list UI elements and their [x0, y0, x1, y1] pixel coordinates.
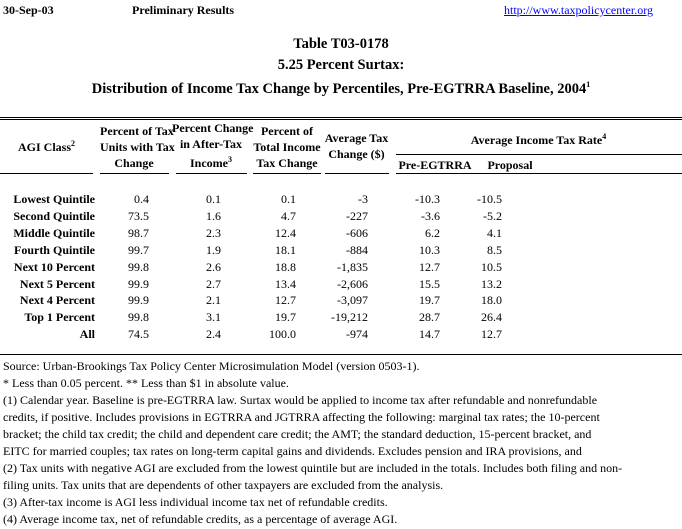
- bottom-rule: [0, 354, 682, 355]
- footnote-line: filing units. Tax units that are dependents of other taxpayers are excluded from the analysis.: [3, 478, 444, 492]
- table-title-text: Distribution of Income Tax Change by Percentiles, Pre-EGTRRA Baseline, 2004: [91, 80, 587, 97]
- table-cell: 2.7: [206, 276, 221, 291]
- footnote-line: (3) After-tax income is AGI less individual income tax net of refundable credits.: [3, 495, 388, 509]
- col-label: in After-Tax: [179, 137, 243, 151]
- table-cell: 10.5: [481, 259, 502, 274]
- table-cell: -3.6: [421, 208, 440, 223]
- table-cell: 99.7: [128, 242, 149, 257]
- footnote-line: EITC for married couples; tax rates on long-term capital gains and dividends. Excludes pension and IRA provisions, and: [3, 444, 582, 458]
- table-cell: -10.3: [415, 192, 440, 206]
- table-subtitle: 5.25 Percent Surtax:: [277, 57, 405, 73]
- table-cell: -5.2: [483, 208, 502, 223]
- col-label: Average Income Tax Rate: [470, 133, 603, 147]
- header-rule: [176, 173, 247, 174]
- footnote-line: credits, if positive. Includes provisions in EGTRRA and JGTRRA affecting the following: marginal tax rates; the 10-percent: [3, 410, 600, 424]
- table-cell: 98.7: [128, 225, 149, 240]
- table-cell: -3,097: [337, 293, 368, 308]
- table-title: [0, 80, 682, 98]
- table-cell: 0.1: [281, 192, 296, 206]
- table-cell: 12.7: [419, 259, 440, 274]
- col-pct-change-aftertax: [172, 120, 254, 171]
- header-rule: [100, 173, 169, 174]
- col-proposal: Proposal: [487, 158, 533, 172]
- col-label: Units with Tax: [100, 140, 175, 154]
- col-label: Income: [190, 156, 228, 170]
- col-label: Change: [114, 156, 154, 170]
- footnote-line: (2) Tax units with negative AGI are excluded from the lowest quintile but are included in the totals. Includes both filing and non-: [3, 461, 623, 475]
- table-cell: 100.0: [269, 327, 296, 342]
- report-date: 30-Sep-03: [3, 3, 54, 17]
- table-cell: 99.8: [128, 310, 149, 325]
- row-label: All: [79, 327, 95, 342]
- table-cell: 73.5: [128, 208, 149, 223]
- row-label: Middle Quintile: [13, 225, 95, 240]
- col-avg-tax-change: [323, 130, 390, 162]
- table-cell: 28.7: [419, 310, 440, 325]
- table-cell: 0.1: [206, 192, 221, 206]
- table-cell: 4.7: [281, 208, 296, 223]
- row-label: Next 4 Percent: [19, 293, 95, 308]
- header-rule: [396, 173, 682, 174]
- table-cell: -1,835: [337, 259, 368, 274]
- table-cell: -3: [358, 192, 368, 206]
- col-pre-egtrra: Pre-EGTRRA: [398, 158, 472, 172]
- table-id: Table T03-0178: [293, 36, 389, 52]
- table-cell: 15.5: [419, 276, 440, 291]
- table-cell: 13.4: [275, 276, 296, 291]
- table-cell: 26.4: [481, 310, 502, 325]
- table-cell: -2,606: [337, 276, 368, 291]
- footnote-line: (1) Calendar year. Baseline is pre-EGTRRA law. Surtax would be applied to income tax after refundable and nonrefundable: [3, 393, 598, 407]
- header-rule: [253, 173, 321, 174]
- table-cell: -974: [346, 327, 368, 342]
- table-cell: 99.9: [128, 293, 149, 308]
- footnote-ref: 1: [586, 80, 591, 89]
- footnote-ref: 2: [71, 139, 75, 148]
- row-label: Next 10 Percent: [13, 259, 95, 274]
- table-cell: 2.6: [206, 259, 221, 274]
- footnote-ref: 4: [602, 132, 607, 141]
- col-label: AGI Class: [17, 140, 71, 154]
- table-cell: 99.9: [128, 276, 149, 291]
- table-cell: -606: [346, 225, 368, 240]
- footnote-ref: 3: [228, 155, 232, 164]
- header-rule: [325, 173, 389, 174]
- table-cell: 10.3: [419, 242, 440, 257]
- footnote-line: * Less than 0.05 percent. ** Less than $1 in absolute value.: [3, 376, 289, 390]
- row-label: Fourth Quintile: [13, 242, 95, 257]
- col-pct-total-change: [253, 123, 321, 171]
- group-rule: [396, 154, 682, 155]
- col-agi-class: [0, 136, 93, 155]
- row-label: Top 1 Percent: [24, 310, 95, 325]
- col-label: Average Tax: [324, 131, 389, 145]
- top-rule: [0, 117, 682, 118]
- table-cell: 18.0: [481, 293, 502, 308]
- col-label: Change ($): [328, 147, 385, 161]
- col-label: Percent Change: [172, 121, 254, 135]
- table-cell: -19,212: [331, 310, 368, 325]
- row-label: Next 5 Percent: [19, 276, 95, 291]
- footnote-line: bracket; the child tax credit; the child and dependent care credit; the AMT; the standard deduction, 15-percent bracket, and: [3, 427, 592, 441]
- top-rule-2: [0, 119, 682, 120]
- col-pct-units: [100, 123, 175, 171]
- row-label: Second Quintile: [13, 208, 95, 223]
- table-cell: -884: [346, 242, 368, 257]
- table-cell: 4.1: [487, 225, 502, 240]
- table-cell: 0.4: [134, 192, 149, 206]
- table-cell: 18.8: [275, 259, 296, 274]
- table-cell: 3.1: [206, 310, 221, 325]
- col-label: Percent of Tax: [100, 124, 174, 138]
- table-cell: 18.1: [275, 242, 296, 257]
- table-cell: 19.7: [275, 310, 296, 325]
- table-cell: -227: [346, 208, 368, 223]
- table-cell: 12.4: [275, 225, 296, 240]
- col-avg-rate-group: [395, 129, 682, 148]
- table-cell: 12.7: [481, 327, 502, 342]
- table-cell: 1.6: [206, 208, 221, 223]
- table-cell: 2.3: [206, 225, 221, 240]
- table-cell: 8.5: [487, 242, 502, 257]
- table-cell: 19.7: [419, 293, 440, 308]
- table-cell: 74.5: [128, 327, 149, 342]
- table-cell: 1.9: [206, 242, 221, 257]
- col-label: Tax Change: [256, 156, 318, 170]
- report-status: Preliminary Results: [132, 3, 235, 17]
- footnote-line: Source: Urban-Brookings Tax Policy Center Microsimulation Model (version 0503-1).: [3, 359, 420, 373]
- col-label: Percent of: [260, 124, 314, 138]
- tpc-link[interactable]: http://www.taxpolicycenter.org: [504, 3, 653, 17]
- table-cell: 2.4: [206, 327, 221, 342]
- table-cell: 13.2: [481, 276, 502, 291]
- table-cell: 99.8: [128, 259, 149, 274]
- col-label: Total Income: [253, 140, 321, 154]
- table-cell: 2.1: [206, 293, 221, 308]
- header-rule: [0, 173, 93, 174]
- table-cell: 12.7: [275, 293, 296, 308]
- footnote-line: (4) Average income tax, net of refundable credits, as a percentage of average AGI.: [3, 512, 398, 526]
- table-cell: 6.2: [425, 225, 440, 240]
- row-label: Lowest Quintile: [13, 192, 95, 206]
- table-cell: -10.5: [477, 192, 502, 206]
- table-cell: 14.7: [419, 327, 440, 342]
